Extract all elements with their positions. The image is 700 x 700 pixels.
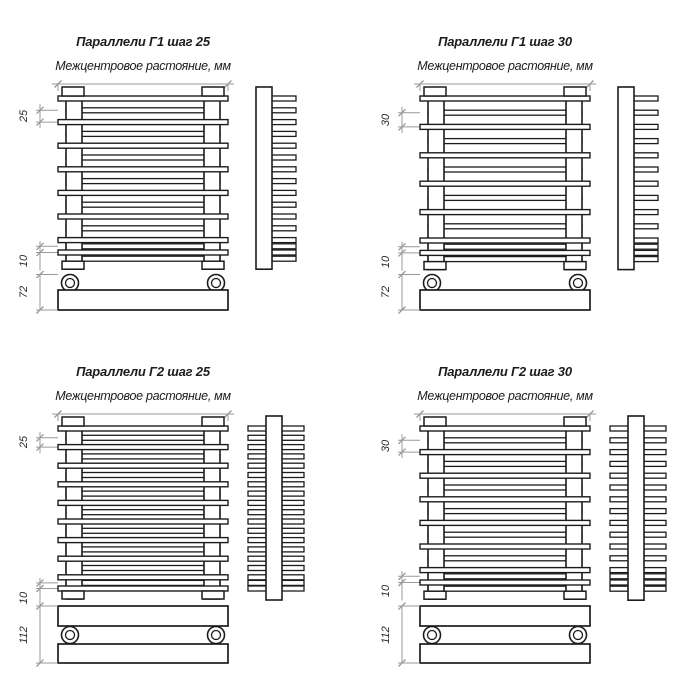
dim-step-value: 25 [18,110,30,123]
dim-depth-value: 112 [380,625,392,644]
panel-g1-step-25 [0,0,338,345]
dim-small-step-value: 10 [18,591,30,604]
dim-depth-value: 72 [380,286,392,299]
intercenter-distance-label: Межцентровое растояние, мм [417,389,593,403]
panel-g2-step-25 [0,330,338,675]
dim-step-value: 30 [380,113,392,126]
dim-depth-value: 112 [18,625,30,644]
radiator-views-drawing [0,330,338,675]
radiator-views-drawing [362,330,700,675]
intercenter-distance-label: Межцентровое растояние, мм [417,59,593,73]
dim-small-step-value: 10 [380,255,392,268]
dim-small-step-value: 10 [380,585,392,598]
panel-title: Параллели Г2 шаг 25 [76,364,210,379]
dim-step-value: 25 [18,436,30,449]
panel-title: Параллели Г2 шаг 30 [438,364,572,379]
panel-title: Параллели Г1 шаг 25 [76,34,210,49]
panel-g1-step-30 [362,0,700,345]
panel-title: Параллели Г1 шаг 30 [438,34,572,49]
dim-step-value: 30 [380,440,392,453]
radiator-views-drawing [362,0,700,345]
dim-small-step-value: 10 [18,255,30,268]
intercenter-distance-label: Межцентровое растояние, мм [55,389,231,403]
dim-depth-value: 72 [18,286,30,299]
radiator-views-drawing [0,0,338,345]
intercenter-distance-label: Межцентровое растояние, мм [55,59,231,73]
panel-g2-step-30 [362,330,700,675]
